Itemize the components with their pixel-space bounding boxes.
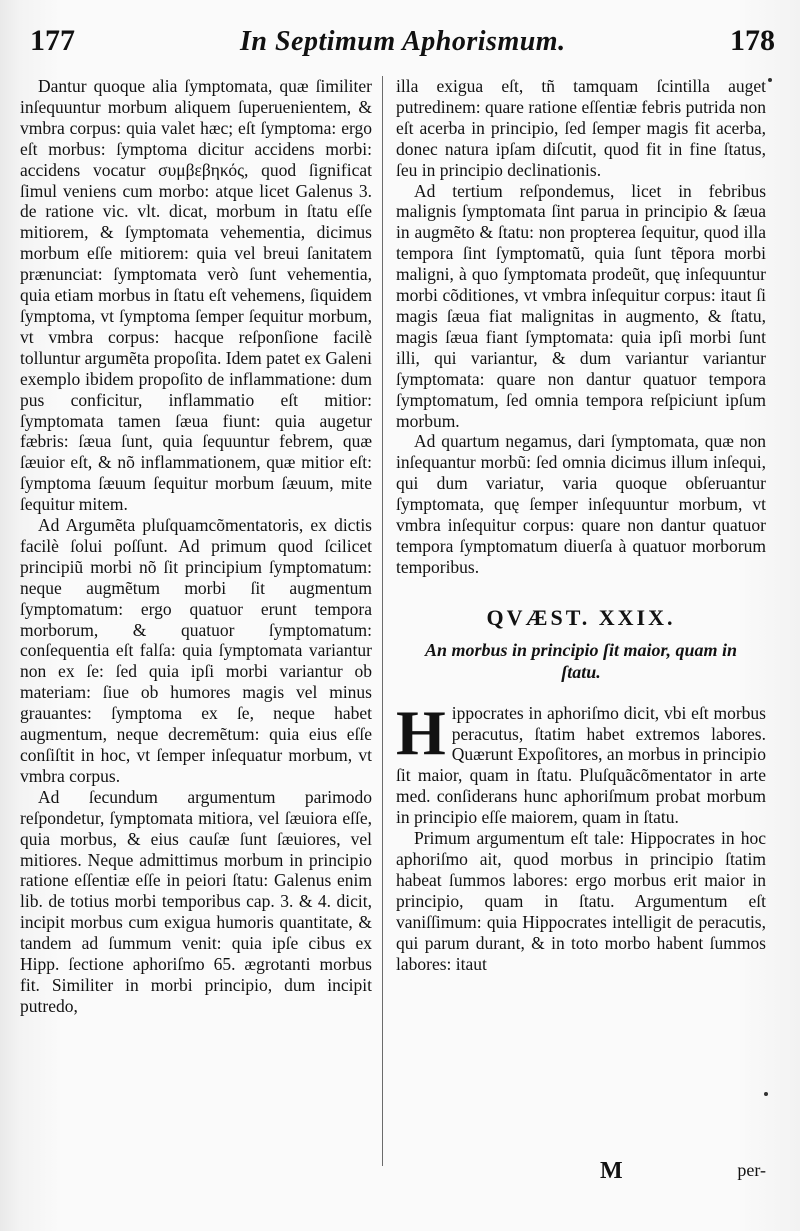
right-paragraph-1: illa exigua eſt, tñ tamquam ſcintilla auget putredinem: quare ratione eſſentiæ febris putrida non eſt acerba in principio, ſed ſemper magis fit acerba, donec natura ipſam diſcutit, quod fit in fine ſtatus, ſeu in principio declinationis. — [396, 76, 766, 180]
dropcap-paragraph — [396, 696, 766, 828]
left-paragraph-1: Dantur quoque alia ſymptomata, quæ ſimiliter inſequuntur morbum aliquem ſuperuenientem, & vmbra corpus: quia valet hæc; eſt ſymptoma: ergo eſt morbus: ſymptoma dicitur accidens morbi: accidens vocatur συμβεβηκός, quod ſignificat ſimul veniens cum morbo: atque licet Galenus 3. de ratione vic. vlt. dicat, morbum in ſtatu eſſe mitiorem, & ſymptomata vehementia, dicimus morbum eſſe mitiorem: quia vel breui ſanitatem prænunciat: ſymptomata verò ſunt vehementia, quia etiam morbus in ſtatu eſt vehemens, ſiquidem ſymptoma, vt ſymptoma ſemper ſequitur morbum, vt vmbra corpus: hacque reſponſione facilè tolluntur argumẽta propoſita. Idem patet ex Galeni exemplo ibidem propoſito de inflammatione: dum pus conficitur, inflammatio eſt mitior: ſymptomata tamen ſæua fiunt: quia augetur fæbris: ſæua ſunt, quia ſequuntur febrem, quæ ſæuior eſt, & nõ inflammationem, quæ mitior eſt: ſymptoma ſæuum ſequitur morbum ſæuum, mite ſequitur mitem. — [20, 76, 372, 515]
question-heading: QVÆST. XXIX. — [486, 604, 676, 630]
page-footer — [600, 1158, 770, 1188]
dropcap-paragraph-text: ippocrates in aphoriſmo dicit, vbi eſt morbus peracutus, ſtatim habet extremos labores. Quærunt Expoſitores, an morbus in principio ſit maior, quam in ſtatu. Pluſquãcõmentator in arte med. conſiderans hunc aphoriſmum probat morbum in principio eſſe maiorem, quam in ſtatu. — [396, 702, 766, 828]
question-subtitle: An morbus in principio ſit maior, quam in ſtatu. — [424, 639, 738, 682]
left-text-column — [20, 76, 372, 1017]
signature-mark: M — [600, 1158, 623, 1184]
running-title: In Septimum Aphorismum. — [240, 26, 566, 57]
page-header — [30, 24, 775, 64]
right-paragraph-final: Primum argumentum eſt tale: Hippocrates in hoc aphoriſmo ait, quod morbus in principio ſtatim habeat ſummos labores: ergo morbus erit maior in principio, quam in ſtatu. Argumentum eſt vaniſſimum: quia Hippocrates intelligit de peracutis, qui parum durant, & in toto morbo habent ſummos labores: itaut — [396, 828, 766, 974]
right-page-number: 178 — [730, 24, 775, 57]
ink-speck — [764, 1092, 768, 1096]
left-page-number: 177 — [30, 24, 75, 57]
right-text-column — [396, 76, 766, 974]
left-paragraph-2: Ad Argumẽta pluſquamcõmentatoris, ex dictis facilè ſolui poſſunt. Ad primum quod ſcilicet principiũ morbi nõ ſit principium ſymptomatum: neque augmẽtum morbi ſit augmentum ſymptomatum: ergo quatuor erunt tempora morborum, & quatuor ſymptomatum: conſequentia eſt falſa: quia ſymptomata variantur non ex ſe: ſed quia ipſi morbi variantur ob materiam: ſiue ob humores magis vel minus grauantes: ſymptoma ex ſe, neque habet augmentum, neque decremẽtum: quia eius eſſe conſiſtit in hoc, vt ſemper inſequatur morbum, vt vmbra corpus. — [20, 515, 372, 786]
right-paragraph-2: Ad tertium reſpondemus, licet in febribus malignis ſymptomata ſint parua in principio & ſæua in augmẽto & ſtatu: non propterea ſequitur, quod illa tempora ſint ſymptomatũ, quia ſunt tẽpora morbi maligni, à quo ſymptomata prodeũt, quę inſequuntur morbi cõditiones, vt vmbra inſequitur corpus: itaut ſi magis ſæua fiat malignitas in augmento, & ſtatu, magis ſæua fiant ſymptomata: quia ipſi morbi ſunt illi, qui variantur, & dum variantur variantur ſymptomata: quare non dantur quatuor tempora ſymptomatum, ſed omnia tempora reſpiciunt ipſum morbum. — [396, 180, 766, 431]
right-paragraph-3: Ad quartum negamus, dari ſymptomata, quæ non inſequantur morbũ: ſed omnia dicimus illum inſequi, qui dum variatur, varia quoque obſeruantur ſymptomata, quę ſemper inſequuntur morbum, vt vmbra inſequitur corpus: quare non dantur quatuor tempora ſymptomatum diuerſa à quatuor morborum temporibus. — [396, 431, 766, 577]
dropcap-letter: H — [396, 696, 446, 768]
catchword: per- — [737, 1160, 766, 1180]
left-paragraph-3: Ad ſecundum argumentum parimodo reſpondetur, ſymptomata mitiora, vel ſæuiora eſſe, quia morbus, & eius cauſæ ſunt ſæuiores, vel mitiores. Neque admittimus morbum in principio ratione eſſentiæ eſſe in peiori ſtatu: Galenus enim lib. de totius morbi temporibus cap. 3. & 4. dicit, incipit morbus cum exigua humoris quantitate, & tandem ad ſummum venit: quia ipſe cibus ex Hipp. ſectione aphoriſmo 65. ægrotanti morbus fit. Similiter in morbi principio, dum incipit putredo, — [20, 786, 372, 1016]
column-divider — [382, 76, 383, 1166]
ink-speck — [768, 78, 772, 82]
